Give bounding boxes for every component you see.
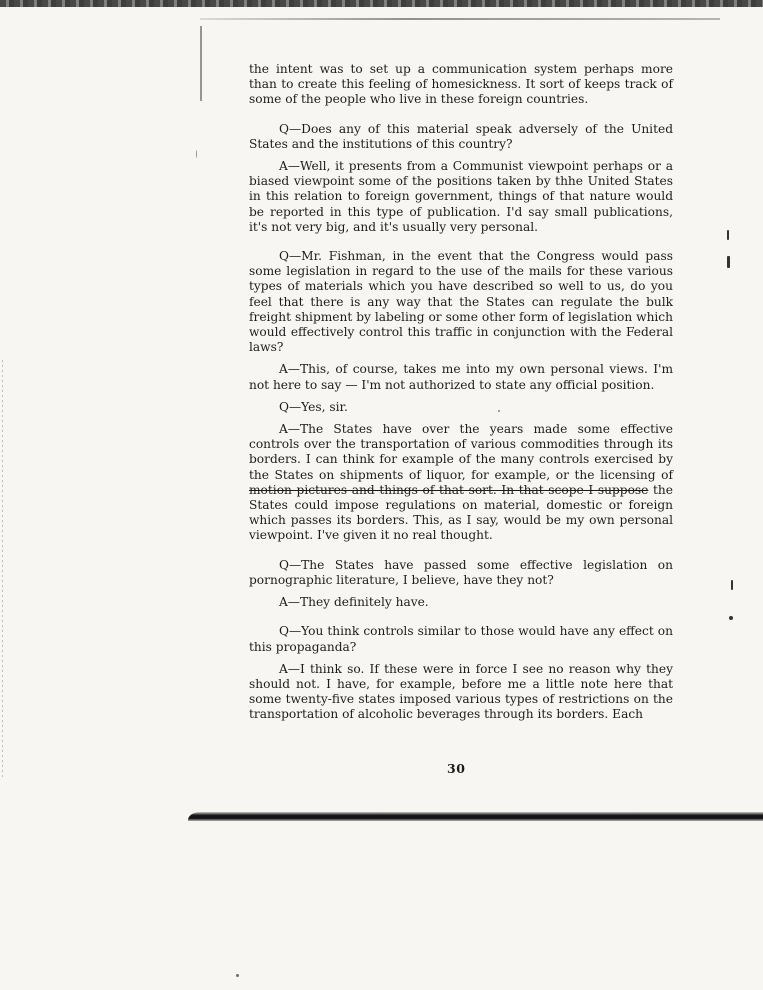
scan-speck (729, 616, 733, 620)
paragraph-7-struck-text: motion pictures and things of that sort. In that scope I suppose (249, 482, 649, 497)
paragraph-6-text: Q—Yes, sir. (279, 399, 348, 414)
paragraph-11-text: A—I think so. If these were in force I see no reason why they should not. I have, for example, before me a little note here that some twenty-five states imposed various types of restrictions on the transportation of alcoholic beverages through its borders. Each (249, 661, 673, 722)
paragraph-10-question (249, 624, 673, 654)
left-dotted-edge (2, 360, 3, 780)
document-body (249, 62, 673, 723)
page-number: 30 (447, 761, 466, 776)
paragraph-6-question (249, 400, 673, 415)
paragraph-7-answer (249, 422, 673, 544)
scan-top-edge (0, 0, 763, 7)
paragraph-7-text-a: A—The States have over the years made some effective controls over the transportation of various commodities through its borders. I can think for example of the many controls exercised by the States on shipments of liquor, for example, or the licensing of (249, 422, 673, 482)
paragraph-4-text: Q—Mr. Fishman, in the event that the Congress would pass some legislation in regard to the use of the mails for these various types of materials which you have described so well to us, do you feel that there is any way that the States can regulate the bulk freight shipment by labeling or some other form of legislation which would effectively control this traffic in conjunction with the Federal laws? (249, 249, 673, 355)
paragraph-3-answer (249, 159, 673, 235)
scan-speck (236, 974, 239, 977)
scan-top-rule (200, 18, 720, 20)
paragraph-2-question (249, 122, 673, 152)
paragraph-9-answer (249, 595, 673, 610)
paragraph-3-text: A—Well, it presents from a Communist viewpoint perhaps or a biased viewpoint some of the positions taken by thhe United States in this relation to foreign government, things of that nature would be reported in this type of publication. I'd say small publications, it's not very big, and it's usually very personal. (249, 159, 673, 234)
paragraph-8-question (249, 558, 673, 588)
paragraph-5-text: A—This, of course, takes me into my own personal views. I'm not here to say — I'm not authorized to state any official position. (249, 362, 673, 392)
bottom-rule (188, 812, 763, 821)
paragraph-9-text: A—They definitely have. (279, 595, 429, 610)
scan-speck (196, 150, 197, 158)
scan-speck (727, 256, 730, 268)
paragraph-10-text: Q—You think controls similar to those would have any effect on this propaganda? (249, 624, 673, 654)
paragraph-11-answer (249, 662, 673, 723)
paragraph-1 (249, 62, 673, 108)
paragraph-1-text: the intent was to set up a communication system perhaps more than to create this feeling of homesickness. It sort of keeps track of some of the people who live in these foreign countries. (249, 62, 673, 107)
paragraph-2-text: Q—Does any of this material speak adversely of the United States and the institutions of this country? (249, 121, 673, 151)
paragraph-8-text: Q—The States have passed some effective legislation on pornographic literature, I believe, have they not? (249, 557, 673, 587)
scan-speck (731, 580, 733, 590)
paragraph-5-answer (249, 362, 673, 392)
paragraph-7-text-b: the States could impose regulations on material, domestic or foreign which passes its borders. This, as I say, would be my own personal viewpoint. I've given it no real thought. (249, 482, 673, 543)
left-margin-line (200, 26, 202, 101)
scan-speck (727, 230, 729, 240)
paragraph-4-question (249, 249, 673, 355)
